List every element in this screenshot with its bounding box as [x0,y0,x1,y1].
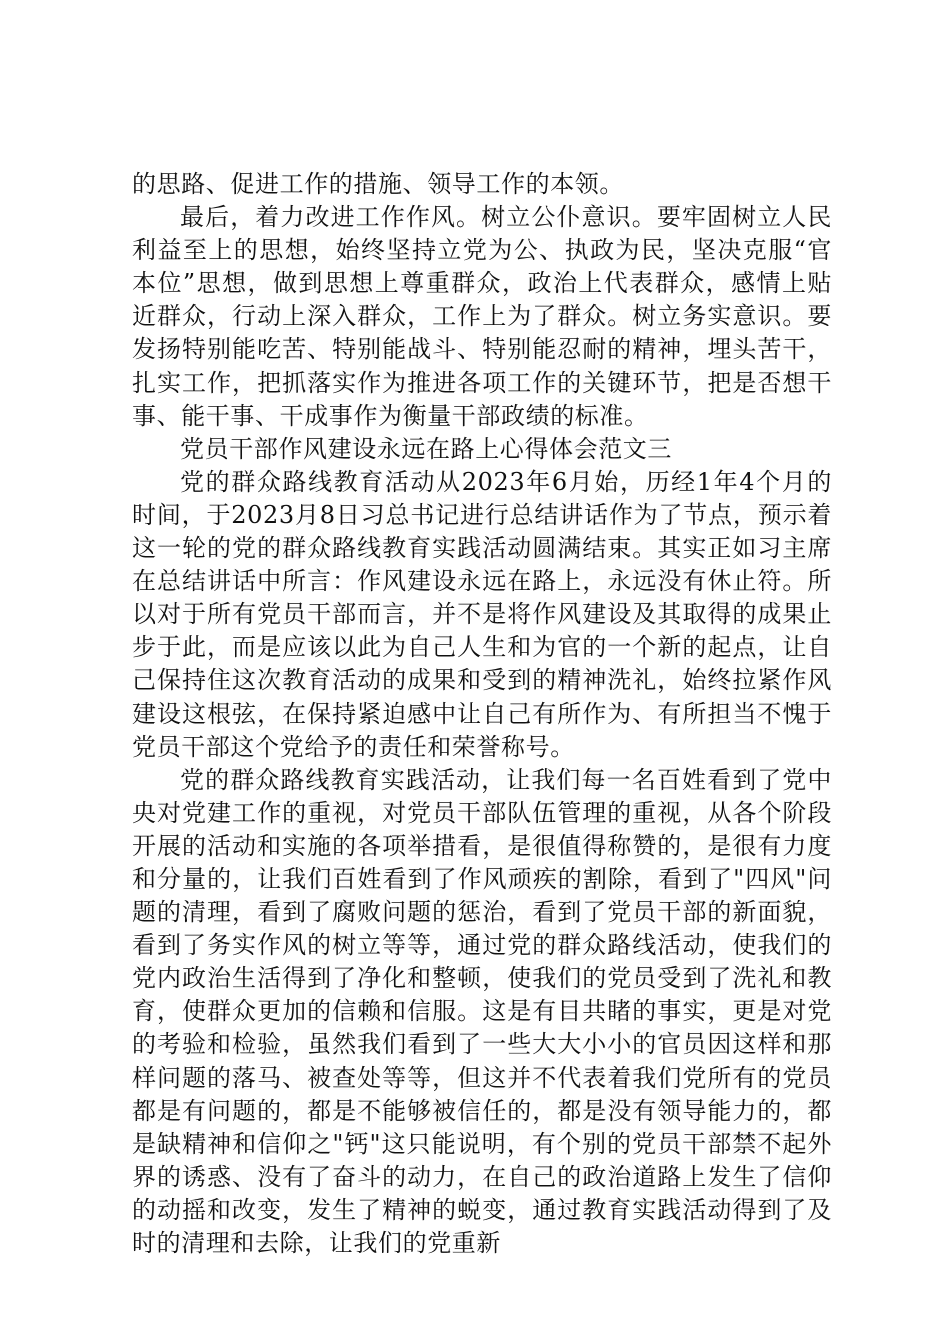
document-body [132,168,832,1260]
paragraph-work-style: 最后，着力改进工作作风。树立公仆意识。要牢固树立人民利益至上的思想，始终坚持立党为公、执政为民，坚决克服“官本位”思想，做到思想上尊重群众，政治上代表群众，感情上贴近群众，行动上深入群众，工作上为了群众。树立务实意识。要发扬特别能吃苦、特别能战斗、特别能忍耐的精神，埋头苦干，扎实工作，把抓落实作为推进各项工作的关键环节，把是否想干事、能干事、干成事作为衡量干部政绩的标准。 [132,203,832,430]
paragraph-mass-line-results: 党的群众路线教育实践活动，让我们每一名百姓看到了党中央对党建工作的重视，对党员干部队伍管理的重视，从各个阶段开展的活动和实施的各项举措看，是很值得称赞的，是很有力度和分量的，让我们百姓看到了作风顽疾的割除，看到了"四风"问题的清理，看到了腐败问题的惩治，看到了党员干部的新面貌，看到了务实作风的树立等等，通过党的群众路线活动，使我们的党内政治生活得到了净化和整顿，使我们的党员受到了洗礼和教育，使群众更加的信赖和信服。这是有目共睹的事实，更是对党的考验和检验，虽然我们看到了一些大大小小的官员因这样和那样问题的落马、被查处等等，但这并不代表着我们党所有的党员都是有问题的，都是不能够被信任的，都是没有领导能力的，都是缺精神和信仰之"钙"这只能说明，有个别的党员干部禁不起外界的诱惑、没有了奋斗的动力，在自己的政治道路上发生了信仰的动摇和改变，发生了精神的蜕变，通过教育实践活动得到了及时的清理和去除，让我们的党重新 [132,765,832,1257]
paragraph-mass-line-activity: 党的群众路线教育活动从2023年6月始，历经1年4个月的时间，于2023月8日习总书记进行总结讲话作为了节点，预示着这一轮的党的群众路线教育实践活动圆满结束。其实正如习主席在总结讲话中所言：作风建设永远在路上，永远没有休止符。所以对于所有党员干部而言，并不是将作风建设及其取得的成果止步于此，而是应该以此为自己人生和为官的一个新的起点，让自己保持住这次教育活动的成果和受到的精神洗礼，始终拉紧作风建设这根弦，在保持紧迫感中让自己有所作为、有所担当不愧于党员干部这个党给予的责任和荣誉称号。 [132,467,832,761]
paragraph-continuation: 的思路、促进工作的措施、领导工作的本领。 [132,170,624,198]
section-heading: 党员干部作风建设永远在路上心得体会范文三 [180,434,672,463]
